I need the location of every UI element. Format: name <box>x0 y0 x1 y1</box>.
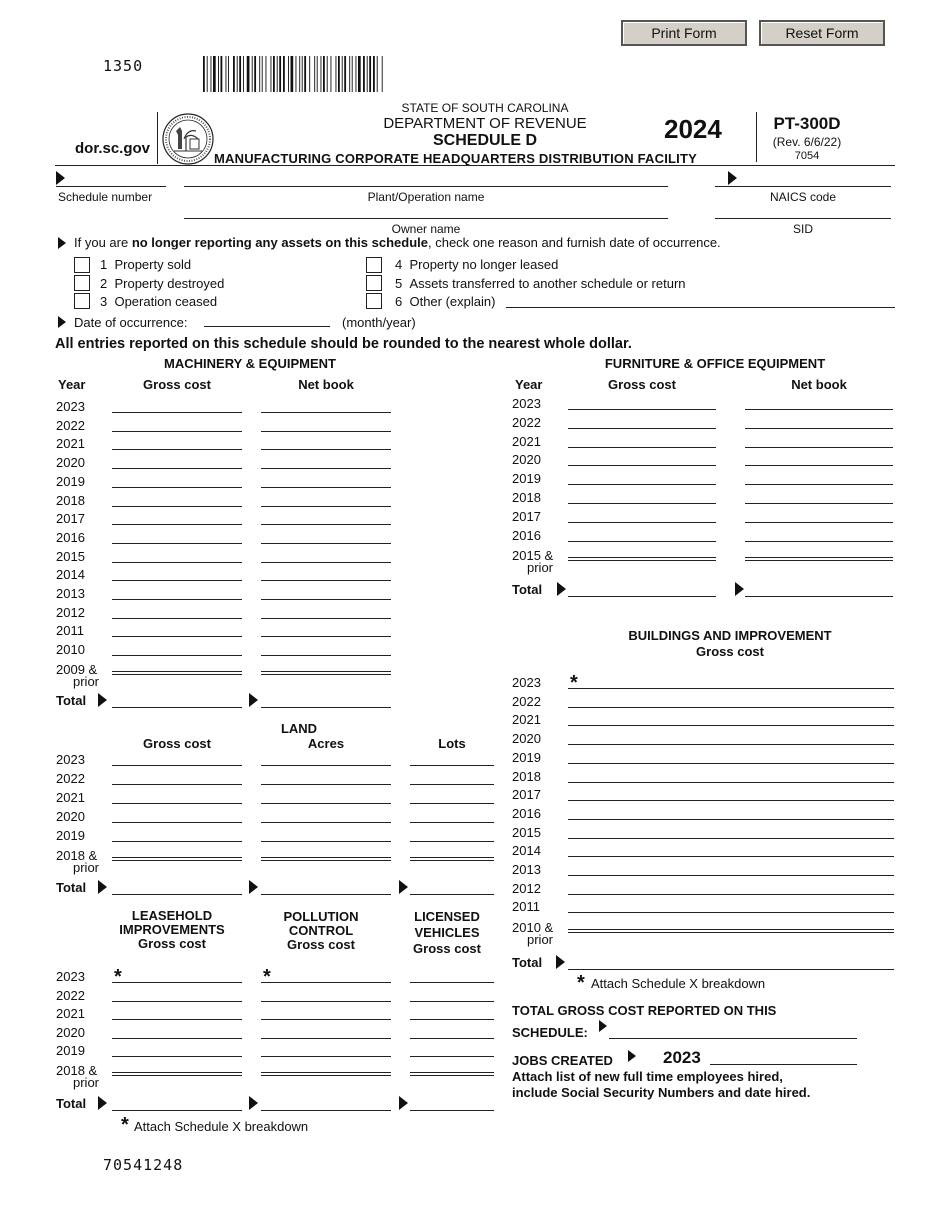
department-title: DEPARTMENT OF REVENUE <box>383 115 587 132</box>
arrow-icon <box>249 1096 258 1110</box>
lower-year-label: 2023 <box>56 969 85 984</box>
machinery-net-prior-field[interactable] <box>261 671 391 675</box>
buildings-year-label: 2020 <box>512 731 541 747</box>
lower-vehicles-field[interactable] <box>410 1019 494 1020</box>
checkbox-property-sold[interactable] <box>74 257 90 273</box>
checkbox-property-destroyed[interactable] <box>74 275 90 291</box>
asterisk: * <box>570 672 578 694</box>
furniture-net-prior-field[interactable] <box>745 557 893 561</box>
schedule-title: SCHEDULE D <box>432 132 537 149</box>
machinery-net-field[interactable] <box>261 449 391 450</box>
furniture-gross-field[interactable] <box>568 503 716 504</box>
land-gross-field[interactable] <box>112 803 242 804</box>
lower-year-label: 2022 <box>56 987 85 1003</box>
lower-leasehold-field[interactable] <box>112 1019 242 1020</box>
furniture-net-field[interactable] <box>745 484 893 485</box>
arrow-icon <box>249 880 258 894</box>
lower-pollution-total-field[interactable] <box>261 1110 391 1111</box>
buildings-gross-field[interactable] <box>568 744 894 745</box>
machinery-title: MACHINERY & EQUIPMENT <box>164 356 336 371</box>
buildings-year-label: 2014 <box>512 843 541 859</box>
buildings-year-label: 2019 <box>512 749 541 765</box>
reason-3: 3 Operation ceased <box>100 294 218 309</box>
reason-5: 5 Assets transferred to another schedule or return <box>395 276 686 291</box>
pollution-title: POLLUTION CONTROL Gross cost <box>283 909 359 952</box>
machinery-year-label: 2016 <box>56 529 85 545</box>
buildings-gross-field[interactable] <box>568 725 894 726</box>
arrow-icon <box>58 237 66 249</box>
land-gross-field[interactable] <box>112 841 242 842</box>
machinery-net-field[interactable] <box>261 506 391 507</box>
arrow-icon <box>58 316 66 328</box>
furniture-total-label: Total <box>512 582 543 597</box>
schedule-number-field[interactable] <box>56 186 166 187</box>
jobs-created-label: JOBS CREATED <box>512 1053 613 1068</box>
furniture-gross-field[interactable] <box>568 522 716 523</box>
machinery-net-field[interactable] <box>261 524 391 525</box>
machinery-gross-field[interactable] <box>112 636 242 637</box>
land-acres-field[interactable] <box>261 803 391 804</box>
buildings-gross-field[interactable] <box>568 688 894 689</box>
furniture-net-field[interactable] <box>745 447 893 448</box>
land-year-label: 2022 <box>56 771 85 786</box>
buildings-gross-field[interactable] <box>568 707 894 708</box>
furniture-gross-field[interactable] <box>568 447 716 448</box>
naics-field[interactable] <box>715 186 891 187</box>
machinery-net-field[interactable] <box>261 412 391 413</box>
form-number: 7054 <box>794 150 820 162</box>
buildings-prior-label: 2010 & <box>512 920 554 935</box>
machinery-gross-field[interactable] <box>112 468 242 469</box>
buildings-gross-field[interactable] <box>568 875 894 876</box>
other-explain-field[interactable] <box>506 307 895 308</box>
barcode <box>203 56 471 92</box>
machinery-year-label: 2017 <box>56 511 85 527</box>
buildings-gross-field[interactable] <box>568 782 894 783</box>
checkbox-assets-transferred[interactable] <box>366 275 382 291</box>
furniture-net-field[interactable] <box>745 409 893 410</box>
no-longer-instruction: If you are no longer reporting any assets on this schedule, check one reason and furnish date of occurrence. <box>74 235 721 250</box>
machinery-net-field[interactable] <box>261 580 391 581</box>
furniture-net-field[interactable] <box>745 541 893 542</box>
buildings-attach-note: Attach Schedule X breakdown <box>591 976 766 991</box>
machinery-net-field[interactable] <box>261 618 391 619</box>
jobs-year: 2023 <box>663 1048 701 1067</box>
machinery-gross-prior-field[interactable] <box>112 671 242 675</box>
form-id: PT-300D <box>773 114 841 133</box>
machinery-year-label: 2011 <box>56 623 84 639</box>
land-lots-field[interactable] <box>410 803 494 804</box>
land-year-label: 2019 <box>56 828 85 843</box>
reason-6: 6 Other (explain) <box>395 294 496 309</box>
land-prior-label: 2018 & <box>56 848 98 863</box>
machinery-col-net: Net book <box>298 377 354 392</box>
machinery-gross-field[interactable] <box>112 431 242 432</box>
machinery-net-field[interactable] <box>261 431 391 432</box>
land-acres-prior-field[interactable] <box>261 857 391 861</box>
plant-name-field[interactable] <box>184 186 668 187</box>
arrow-icon <box>98 880 107 894</box>
machinery-total-label: Total <box>56 693 87 708</box>
reset-form-button[interactable]: Reset Form <box>759 20 885 46</box>
land-year-label: 2020 <box>56 809 85 824</box>
date-occurrence-field[interactable] <box>204 326 330 327</box>
machinery-gross-field[interactable] <box>112 412 242 413</box>
furniture-col-year: Year <box>515 377 543 392</box>
buildings-year-label: 2012 <box>512 880 541 896</box>
reason-2: 2 Property destroyed <box>100 276 225 291</box>
land-gross-prior-field[interactable] <box>112 857 242 861</box>
furniture-prior-label: 2015 & <box>512 548 554 563</box>
print-form-button[interactable]: Print Form <box>621 20 747 46</box>
furniture-year-label: 2019 <box>512 471 541 487</box>
furniture-year-label: 2018 <box>512 490 541 505</box>
website: dor.sc.gov <box>75 140 151 157</box>
machinery-prior-label: 2009 & <box>56 662 98 677</box>
leasehold-title: LEASEHOLD IMPROVEMENTS Gross cost <box>119 908 225 951</box>
lower-vehicles-field[interactable] <box>410 1056 494 1057</box>
buildings-gross-total-field[interactable] <box>568 969 894 970</box>
furniture-year-label: 2016 <box>512 527 541 543</box>
furniture-gross-field[interactable] <box>568 428 716 429</box>
buildings-year-label: 2011 <box>512 899 540 915</box>
arrow-icon <box>399 880 408 894</box>
arrow-icon <box>399 1096 408 1110</box>
land-year-label: 2021 <box>56 790 85 805</box>
furniture-col-net: Net book <box>791 377 847 392</box>
lower-year-label: 2019 <box>56 1043 85 1058</box>
total-gross-label-2: SCHEDULE: <box>512 1025 588 1040</box>
furniture-gross-field[interactable] <box>568 409 716 410</box>
checkbox-other[interactable] <box>366 293 382 309</box>
machinery-gross-field[interactable] <box>112 655 242 656</box>
machinery-gross-field[interactable] <box>112 524 242 525</box>
land-col-acres: Acres <box>307 736 345 751</box>
arrow-icon <box>56 171 65 185</box>
machinery-prior-label: prior <box>73 674 100 689</box>
land-acres-total-field[interactable] <box>261 894 391 895</box>
lower-prior-label: 2018 & <box>56 1063 98 1078</box>
lower-prior-label: prior <box>73 1075 100 1090</box>
machinery-year-label: 2022 <box>56 417 85 433</box>
land-lots-field[interactable] <box>410 784 494 785</box>
buildings-subtitle: Gross cost <box>696 644 764 659</box>
lower-pollution-prior-field[interactable] <box>261 1072 391 1076</box>
machinery-year-label: 2012 <box>56 604 85 620</box>
machinery-gross-total-field[interactable] <box>112 707 242 708</box>
machinery-year-label: 2015 <box>56 548 85 564</box>
arrow-icon <box>728 171 737 185</box>
machinery-gross-field[interactable] <box>112 506 242 507</box>
rounding-note: All entries reported on this schedule should be rounded to the nearest whole dollar. <box>55 336 632 352</box>
buildings-gross-field[interactable] <box>568 912 894 913</box>
buildings-year-label: 2015 <box>512 824 541 840</box>
buildings-year-label: 2013 <box>512 862 541 877</box>
land-title: LAND <box>280 721 318 736</box>
land-lots-field[interactable] <box>410 765 494 766</box>
machinery-year-label: 2023 <box>56 399 85 414</box>
checkbox-no-longer-leased[interactable] <box>366 257 382 273</box>
vehicles-title: LICENSED VEHICLES Gross cost <box>413 909 481 956</box>
jobs-attach-2: include Social Security Numbers and date hired. <box>512 1085 811 1100</box>
form-revision: (Rev. 6/6/22) <box>772 135 842 149</box>
lower-year-label: 2020 <box>56 1024 85 1040</box>
furniture-net-field[interactable] <box>745 428 893 429</box>
machinery-net-field[interactable] <box>261 468 391 469</box>
machinery-net-field[interactable] <box>261 562 391 563</box>
furniture-col-gross: Gross cost <box>608 377 676 392</box>
arrow-icon <box>98 1096 107 1110</box>
buildings-gross-field[interactable] <box>568 763 894 764</box>
furniture-gross-field[interactable] <box>568 465 716 466</box>
machinery-col-year: Year <box>58 377 86 392</box>
date-occurrence-label: Date of occurrence: <box>74 315 188 330</box>
machinery-net-field[interactable] <box>261 636 391 637</box>
land-acres-field[interactable] <box>261 765 391 766</box>
sid-field[interactable] <box>715 218 891 219</box>
buildings-gross-field[interactable] <box>568 894 894 895</box>
land-acres-field[interactable] <box>261 784 391 785</box>
date-hint: (month/year) <box>342 315 416 330</box>
header-divider <box>157 112 158 164</box>
machinery-gross-field[interactable] <box>112 487 242 488</box>
furniture-year-label: 2020 <box>512 452 541 468</box>
checkbox-operation-ceased[interactable] <box>74 293 90 309</box>
machinery-year-label: 2020 <box>56 455 85 471</box>
lower-pollution-field[interactable] <box>261 1001 391 1002</box>
lower-pollution-field[interactable] <box>261 1056 391 1057</box>
land-year-label: 2023 <box>56 752 85 767</box>
asterisk: * <box>577 972 585 994</box>
machinery-year-label: 2013 <box>56 586 85 601</box>
machinery-gross-field[interactable] <box>112 599 242 600</box>
reason-1: 1 Property sold <box>100 257 192 272</box>
plant-name-label: Plant/Operation name <box>367 190 485 204</box>
furniture-gross-field[interactable] <box>568 541 716 542</box>
state-seal-icon <box>162 113 214 165</box>
land-gross-field[interactable] <box>112 822 242 823</box>
schedule-subtitle: MANUFACTURING CORPORATE HEADQUARTERS DISTRIBUTION FACILITY <box>214 151 697 166</box>
jobs-created-field[interactable] <box>710 1064 857 1065</box>
lower-vehicles-total-field[interactable] <box>410 1110 494 1111</box>
machinery-col-gross: Gross cost <box>143 377 211 392</box>
land-lots-field[interactable] <box>410 822 494 823</box>
lower-leasehold-prior-field[interactable] <box>112 1072 242 1076</box>
buildings-year-label: 2017 <box>512 787 541 803</box>
arrow-icon <box>249 693 258 707</box>
land-acres-field[interactable] <box>261 822 391 823</box>
machinery-net-field[interactable] <box>261 599 391 600</box>
land-gross-field[interactable] <box>112 784 242 785</box>
lower-vehicles-field[interactable] <box>410 1001 494 1002</box>
lower-pollution-field[interactable] <box>261 982 391 983</box>
buildings-gross-field[interactable] <box>568 856 894 857</box>
machinery-gross-field[interactable] <box>112 449 242 450</box>
furniture-net-field[interactable] <box>745 465 893 466</box>
buildings-year-label: 2022 <box>512 693 541 709</box>
buildings-prior-label: prior <box>527 932 554 947</box>
reason-4: 4 Property no longer leased <box>395 257 559 272</box>
lower-vehicles-field[interactable] <box>410 1038 494 1039</box>
furniture-net-field[interactable] <box>745 522 893 523</box>
machinery-gross-field[interactable] <box>112 543 242 544</box>
lower-leasehold-field[interactable] <box>112 1056 242 1057</box>
arrow-icon <box>628 1050 636 1062</box>
naics-label: NAICS code <box>769 190 837 204</box>
buildings-title: BUILDINGS AND IMPROVEMENT <box>628 628 832 643</box>
machinery-year-label: 2018 <box>56 492 85 508</box>
header-rule <box>55 165 895 166</box>
machinery-net-total-field[interactable] <box>261 707 391 708</box>
lower-leasehold-total-field[interactable] <box>112 1110 242 1111</box>
machinery-gross-field[interactable] <box>112 618 242 619</box>
lower-leasehold-field[interactable] <box>112 1038 242 1039</box>
lower-attach-note: Attach Schedule X breakdown <box>134 1119 309 1134</box>
machinery-net-field[interactable] <box>261 655 391 656</box>
land-gross-total-field[interactable] <box>112 894 242 895</box>
land-col-lots: Lots <box>438 736 466 751</box>
land-prior-label: prior <box>73 860 100 875</box>
lower-vehicles-prior-field[interactable] <box>410 1072 494 1076</box>
arrow-icon <box>557 582 566 596</box>
furniture-year-label: 2022 <box>512 414 541 430</box>
state-title: STATE OF SOUTH CAROLINA <box>401 101 569 115</box>
lower-leasehold-field[interactable] <box>112 1001 242 1002</box>
tax-year: 2024 <box>664 114 722 144</box>
asterisk: * <box>121 1114 129 1136</box>
buildings-year-label: 2016 <box>512 805 541 821</box>
buildings-total-label: Total <box>512 955 543 970</box>
furniture-title: FURNITURE & OFFICE EQUIPMENT <box>604 356 826 371</box>
buildings-gross-field[interactable] <box>568 838 894 839</box>
land-lots-field[interactable] <box>410 841 494 842</box>
arrow-icon <box>735 582 744 596</box>
furniture-net-field[interactable] <box>745 503 893 504</box>
form-code-top: 1350 <box>103 57 144 75</box>
total-gross-label-1: TOTAL GROSS COST REPORTED ON THIS <box>512 1003 777 1018</box>
land-col-gross: Gross cost <box>143 736 211 751</box>
machinery-net-field[interactable] <box>261 543 391 544</box>
lower-pollution-field[interactable] <box>261 1038 391 1039</box>
sid-label: SID <box>792 222 813 236</box>
land-total-label: Total <box>56 880 87 895</box>
furniture-gross-prior-field[interactable] <box>568 557 716 561</box>
furniture-net-total-field[interactable] <box>745 596 893 597</box>
machinery-year-label: 2019 <box>56 473 85 489</box>
buildings-gross-field[interactable] <box>568 800 894 801</box>
lower-total-label: Total <box>56 1096 87 1111</box>
furniture-gross-total-field[interactable] <box>568 596 716 597</box>
land-gross-field[interactable] <box>112 765 242 766</box>
buildings-year-label: 2018 <box>512 768 541 784</box>
machinery-gross-field[interactable] <box>112 562 242 563</box>
furniture-year-label: 2021 <box>512 433 541 449</box>
arrow-icon <box>556 955 565 969</box>
machinery-year-label: 2021 <box>56 436 85 452</box>
machinery-year-label: 2014 <box>56 567 85 583</box>
machinery-year-label: 2010 <box>56 642 85 658</box>
jobs-attach-1: Attach list of new full time employees hired, <box>512 1069 783 1084</box>
asterisk: * <box>114 966 122 988</box>
buildings-year-label: 2023 <box>512 675 541 690</box>
arrow-icon <box>98 693 107 707</box>
form-code-bottom: 70541248 <box>103 1156 184 1174</box>
land-lots-prior-field[interactable] <box>410 857 494 861</box>
buildings-gross-field[interactable] <box>568 819 894 820</box>
owner-name-field[interactable] <box>184 218 668 219</box>
schedule-number-label: Schedule number <box>58 190 153 204</box>
machinery-gross-field[interactable] <box>112 580 242 581</box>
furniture-year-label: 2017 <box>512 508 541 524</box>
lower-year-label: 2021 <box>56 1006 85 1021</box>
land-acres-field[interactable] <box>261 841 391 842</box>
lower-pollution-field[interactable] <box>261 1019 391 1020</box>
owner-name-label: Owner name <box>391 222 461 236</box>
lower-vehicles-field[interactable] <box>410 982 494 983</box>
furniture-prior-label: prior <box>527 560 554 575</box>
lower-leasehold-field[interactable] <box>112 982 242 983</box>
buildings-gross-prior-field[interactable] <box>568 929 894 933</box>
arrow-icon <box>599 1020 607 1032</box>
furniture-year-label: 2023 <box>512 396 541 411</box>
buildings-year-label: 2021 <box>512 712 541 728</box>
furniture-gross-field[interactable] <box>568 484 716 485</box>
machinery-net-field[interactable] <box>261 487 391 488</box>
asterisk: * <box>263 966 271 988</box>
land-lots-total-field[interactable] <box>410 894 494 895</box>
total-gross-field[interactable] <box>609 1038 857 1039</box>
